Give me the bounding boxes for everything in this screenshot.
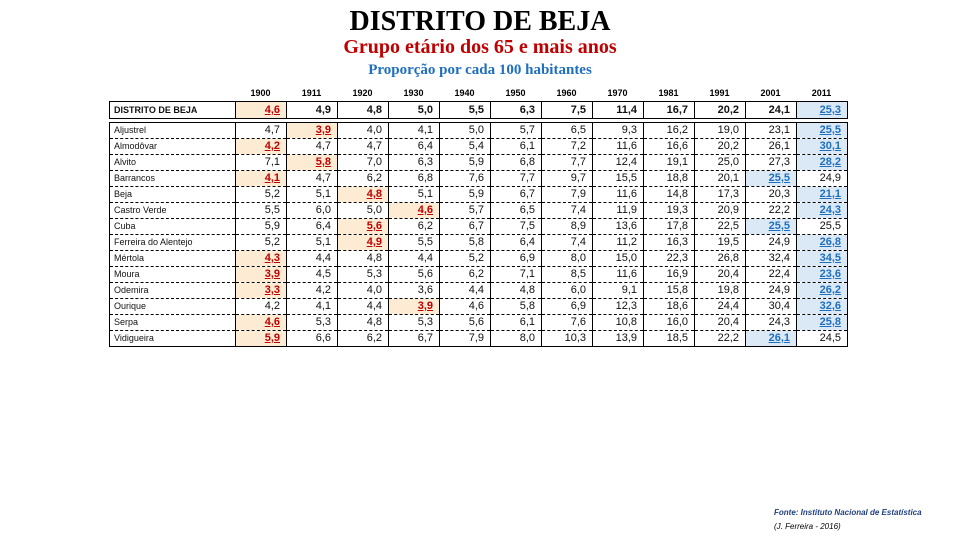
cell-1911: 4,2	[287, 283, 338, 299]
cell-1920: 4,8	[338, 187, 389, 203]
table-row	[110, 235, 848, 251]
cell-1991: 19,0	[695, 123, 746, 139]
row-name: Moura	[110, 267, 236, 283]
page-subtitle: Grupo etário dos 65 e mais anos	[343, 36, 617, 58]
table-row	[110, 283, 848, 299]
cell-1991: 26,8	[695, 251, 746, 267]
cell-2011: 21,1	[797, 187, 848, 203]
cell-1970: 11,6	[593, 267, 644, 283]
cell-1960: 6,0	[542, 283, 593, 299]
cell-1930: 6,2	[389, 219, 440, 235]
cell-2011: 32,6	[797, 299, 848, 315]
cell-1991: 20,2	[695, 102, 746, 119]
cell-1970: 12,3	[593, 299, 644, 315]
cell-1940: 7,9	[440, 331, 491, 347]
cell-1920: 4,8	[338, 315, 389, 331]
cell-1940: 5,4	[440, 139, 491, 155]
cell-1900: 4,6	[236, 315, 287, 331]
year-header-row	[109, 86, 847, 100]
cell-1960: 10,3	[542, 331, 593, 347]
district-table	[109, 101, 848, 119]
year-header-1991: 1991	[709, 88, 730, 98]
row-name: Aljustrel	[110, 123, 236, 139]
cell-1981: 19,1	[644, 155, 695, 171]
year-header-1930: 1930	[403, 88, 424, 98]
table-row	[110, 139, 848, 155]
cell-1900: 4,2	[236, 139, 287, 155]
cell-1981: 16,3	[644, 235, 695, 251]
cell-1970: 12,4	[593, 155, 644, 171]
cell-1950: 6,7	[491, 187, 542, 203]
cell-1911: 4,7	[287, 171, 338, 187]
cell-1930: 6,4	[389, 139, 440, 155]
cell-1900: 5,2	[236, 187, 287, 203]
cell-1911: 4,4	[287, 251, 338, 267]
row-name: Mértola	[110, 251, 236, 267]
cell-1930: 4,4	[389, 251, 440, 267]
cell-1970: 13,6	[593, 219, 644, 235]
source-note: Fonte: Instituto Nacional de Estatística	[774, 508, 922, 517]
year-header-1981: 1981	[658, 88, 679, 98]
cell-1911: 5,1	[287, 187, 338, 203]
cell-1940: 5,9	[440, 187, 491, 203]
cell-1960: 7,9	[542, 187, 593, 203]
cell-1930: 6,8	[389, 171, 440, 187]
cell-2001: 26,1	[746, 139, 797, 155]
cell-1991: 22,5	[695, 219, 746, 235]
cell-1970: 11,9	[593, 203, 644, 219]
cell-1911: 5,8	[287, 155, 338, 171]
year-header-1911: 1911	[301, 88, 322, 98]
cell-2011: 25,8	[797, 315, 848, 331]
cell-1930: 5,0	[389, 102, 440, 119]
cell-1991: 17,3	[695, 187, 746, 203]
table-row	[110, 155, 848, 171]
table-row	[110, 315, 848, 331]
cell-1950: 7,5	[491, 219, 542, 235]
cell-1981: 19,3	[644, 203, 695, 219]
cell-2011: 24,3	[797, 203, 848, 219]
cell-1940: 6,2	[440, 267, 491, 283]
row-name: Almodôvar	[110, 139, 236, 155]
cell-2011: 23,6	[797, 267, 848, 283]
cell-1970: 11,2	[593, 235, 644, 251]
cell-1900: 4,3	[236, 251, 287, 267]
cell-2001: 25,5	[746, 219, 797, 235]
cell-1970: 9,3	[593, 123, 644, 139]
cell-1900: 7,1	[236, 155, 287, 171]
cell-1900: 4,1	[236, 171, 287, 187]
cell-1960: 7,5	[542, 102, 593, 119]
page-subtitle-2: Proporção por cada 100 habitantes	[368, 62, 592, 78]
year-header-1920: 1920	[352, 88, 373, 98]
cell-1991: 22,2	[695, 331, 746, 347]
year-header-1940: 1940	[454, 88, 475, 98]
cell-1981: 14,8	[644, 187, 695, 203]
row-name: Beja	[110, 187, 236, 203]
cell-1940: 5,9	[440, 155, 491, 171]
cell-1911: 6,0	[287, 203, 338, 219]
year-header-spacer	[109, 86, 235, 100]
cell-1960: 8,0	[542, 251, 593, 267]
cell-1920: 4,0	[338, 123, 389, 139]
cell-1970: 10,8	[593, 315, 644, 331]
cell-1920: 4,0	[338, 283, 389, 299]
cell-1960: 6,5	[542, 123, 593, 139]
cell-1920: 4,8	[338, 251, 389, 267]
cell-1950: 6,1	[491, 315, 542, 331]
table-row	[110, 331, 848, 347]
cell-2001: 22,4	[746, 267, 797, 283]
cell-1940: 4,6	[440, 299, 491, 315]
author-note: (J. Ferreira - 2016)	[774, 522, 841, 531]
cell-1991: 20,4	[695, 267, 746, 283]
cell-1981: 18,6	[644, 299, 695, 315]
cell-1991: 20,2	[695, 139, 746, 155]
cell-1911: 6,4	[287, 219, 338, 235]
cell-1900: 5,5	[236, 203, 287, 219]
table-row	[110, 299, 848, 315]
row-name: Vidigueira	[110, 331, 236, 347]
cell-1940: 5,0	[440, 123, 491, 139]
cell-1920: 4,7	[338, 139, 389, 155]
cell-1960: 7,6	[542, 315, 593, 331]
cell-1911: 3,9	[287, 123, 338, 139]
cell-1960: 7,7	[542, 155, 593, 171]
table-row	[110, 187, 848, 203]
cell-1991: 19,5	[695, 235, 746, 251]
cell-1940: 5,2	[440, 251, 491, 267]
cell-1960: 9,7	[542, 171, 593, 187]
cell-1900: 5,9	[236, 331, 287, 347]
cell-1960: 7,4	[542, 203, 593, 219]
cell-1940: 5,7	[440, 203, 491, 219]
cell-2001: 24,9	[746, 283, 797, 299]
cell-1920: 7,0	[338, 155, 389, 171]
table-row	[110, 171, 848, 187]
cell-2001: 24,1	[746, 102, 797, 119]
year-header-1960: 1960	[556, 88, 577, 98]
cell-1960: 7,2	[542, 139, 593, 155]
cell-2001: 23,1	[746, 123, 797, 139]
cell-1900: 3,3	[236, 283, 287, 299]
cell-1930: 5,5	[389, 235, 440, 251]
cell-1930: 5,1	[389, 187, 440, 203]
table-row	[110, 123, 848, 139]
cell-1940: 4,4	[440, 283, 491, 299]
year-header-1950: 1950	[505, 88, 526, 98]
cell-1981: 17,8	[644, 219, 695, 235]
municipalities-table	[109, 122, 848, 347]
cell-2011: 30,1	[797, 139, 848, 155]
row-name: Ferreira do Alentejo	[110, 235, 236, 251]
cell-1950: 5,7	[491, 123, 542, 139]
cell-1991: 20,9	[695, 203, 746, 219]
cell-1900: 4,7	[236, 123, 287, 139]
year-header-2001: 2001	[760, 88, 781, 98]
row-name: Ourique	[110, 299, 236, 315]
cell-1930: 4,6	[389, 203, 440, 219]
cell-1950: 6,9	[491, 251, 542, 267]
row-name: Barrancos	[110, 171, 236, 187]
cell-2001: 20,3	[746, 187, 797, 203]
table-row	[110, 219, 848, 235]
cell-1950: 6,5	[491, 203, 542, 219]
cell-1960: 8,9	[542, 219, 593, 235]
cell-1991: 20,1	[695, 171, 746, 187]
row-name: Odemira	[110, 283, 236, 299]
cell-1900: 5,2	[236, 235, 287, 251]
cell-2001: 24,3	[746, 315, 797, 331]
cell-1900: 5,9	[236, 219, 287, 235]
cell-1920: 4,8	[338, 102, 389, 119]
year-header-1970: 1970	[607, 88, 628, 98]
cell-1900: 4,2	[236, 299, 287, 315]
cell-1920: 6,2	[338, 331, 389, 347]
table-row	[110, 102, 848, 119]
cell-1930: 6,3	[389, 155, 440, 171]
cell-1911: 4,5	[287, 267, 338, 283]
cell-1930: 4,1	[389, 123, 440, 139]
cell-1981: 16,2	[644, 123, 695, 139]
cell-1940: 7,6	[440, 171, 491, 187]
page-title: DISTRITO DE BEJA	[349, 6, 611, 37]
cell-2001: 27,3	[746, 155, 797, 171]
cell-1981: 16,7	[644, 102, 695, 119]
cell-1991: 25,0	[695, 155, 746, 171]
cell-2001: 25,5	[746, 171, 797, 187]
cell-1950: 8,0	[491, 331, 542, 347]
cell-2001: 32,4	[746, 251, 797, 267]
cell-1991: 24,4	[695, 299, 746, 315]
row-name: Serpa	[110, 315, 236, 331]
cell-1940: 5,8	[440, 235, 491, 251]
cell-1930: 3,9	[389, 299, 440, 315]
cell-1970: 11,6	[593, 187, 644, 203]
cell-1911: 5,1	[287, 235, 338, 251]
cell-1940: 5,5	[440, 102, 491, 119]
cell-2011: 25,5	[797, 123, 848, 139]
year-header-1900: 1900	[250, 88, 271, 98]
cell-2011: 25,5	[797, 219, 848, 235]
cell-1970: 13,9	[593, 331, 644, 347]
cell-2011: 25,3	[797, 102, 848, 119]
cell-2011: 34,5	[797, 251, 848, 267]
cell-2001: 22,2	[746, 203, 797, 219]
cell-1981: 18,5	[644, 331, 695, 347]
cell-1981: 16,0	[644, 315, 695, 331]
cell-1920: 5,3	[338, 267, 389, 283]
cell-1911: 4,1	[287, 299, 338, 315]
cell-1920: 4,9	[338, 235, 389, 251]
cell-1911: 5,3	[287, 315, 338, 331]
cell-1981: 18,8	[644, 171, 695, 187]
cell-1950: 5,8	[491, 299, 542, 315]
cell-1970: 15,5	[593, 171, 644, 187]
cell-2001: 26,1	[746, 331, 797, 347]
cell-1900: 3,9	[236, 267, 287, 283]
cell-1970: 11,4	[593, 102, 644, 119]
cell-1950: 7,7	[491, 171, 542, 187]
cell-1930: 3,6	[389, 283, 440, 299]
cell-2011: 26,8	[797, 235, 848, 251]
cell-1950: 4,8	[491, 283, 542, 299]
cell-1911: 4,7	[287, 139, 338, 155]
cell-2011: 28,2	[797, 155, 848, 171]
cell-1950: 7,1	[491, 267, 542, 283]
cell-1930: 5,3	[389, 315, 440, 331]
row-name: Castro Verde	[110, 203, 236, 219]
cell-1950: 6,3	[491, 102, 542, 119]
cell-1920: 5,6	[338, 219, 389, 235]
cell-2001: 24,9	[746, 235, 797, 251]
cell-1900: 4,6	[236, 102, 287, 119]
cell-1981: 22,3	[644, 251, 695, 267]
cell-1930: 6,7	[389, 331, 440, 347]
cell-1940: 5,6	[440, 315, 491, 331]
cell-1960: 6,9	[542, 299, 593, 315]
cell-1991: 19,8	[695, 283, 746, 299]
year-header-2011: 2011	[811, 88, 832, 98]
cell-2001: 30,4	[746, 299, 797, 315]
table-row	[110, 203, 848, 219]
cell-1960: 7,4	[542, 235, 593, 251]
cell-1991: 20,4	[695, 315, 746, 331]
cell-1950: 6,4	[491, 235, 542, 251]
cell-2011: 26,2	[797, 283, 848, 299]
cell-1920: 6,2	[338, 171, 389, 187]
cell-1950: 6,1	[491, 139, 542, 155]
cell-1911: 4,9	[287, 102, 338, 119]
cell-1960: 8,5	[542, 267, 593, 283]
cell-1940: 6,7	[440, 219, 491, 235]
table-row	[110, 267, 848, 283]
cell-1970: 9,1	[593, 283, 644, 299]
cell-1981: 15,8	[644, 283, 695, 299]
row-name: DISTRITO DE BEJA	[110, 102, 236, 119]
table-row	[110, 251, 848, 267]
row-name: Alvito	[110, 155, 236, 171]
cell-1970: 11,6	[593, 139, 644, 155]
cell-1970: 15,0	[593, 251, 644, 267]
cell-1911: 6,6	[287, 331, 338, 347]
cell-1920: 5,0	[338, 203, 389, 219]
cell-2011: 24,5	[797, 331, 848, 347]
cell-1930: 5,6	[389, 267, 440, 283]
cell-1950: 6,8	[491, 155, 542, 171]
cell-1981: 16,6	[644, 139, 695, 155]
row-name: Cuba	[110, 219, 236, 235]
cell-1920: 4,4	[338, 299, 389, 315]
cell-2011: 24,9	[797, 171, 848, 187]
cell-1981: 16,9	[644, 267, 695, 283]
